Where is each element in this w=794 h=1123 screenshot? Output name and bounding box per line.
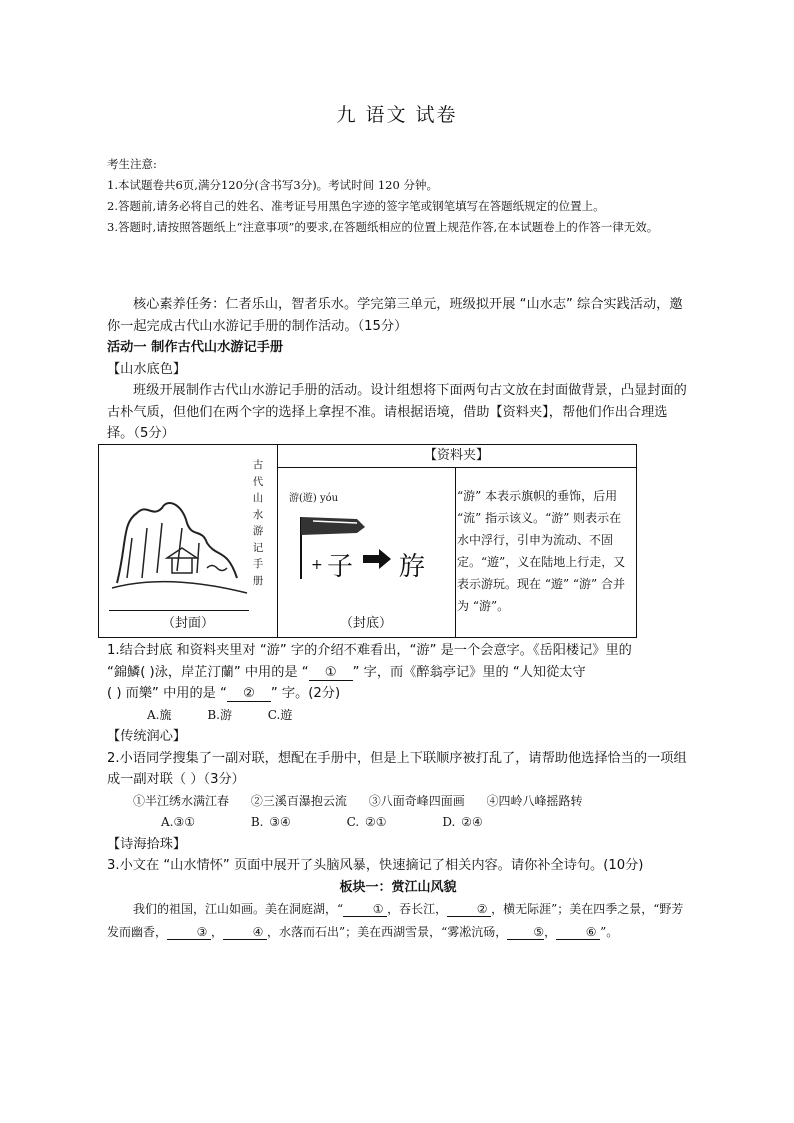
q1-option-c[interactable]: C.遊 [267,707,293,722]
activity-heading: 活动一 制作古代山水游记手册 [107,340,284,355]
intro-text: 核心素养任务：仁者乐山，智者乐水。学完第三单元，班级拟开展 “山水志” 综合实践活动，邀你一起完成古代山水游记手册的制作活动。（15分） [107,297,683,334]
main-content [107,294,689,445]
section-label-1: 【山水底色】 [107,361,187,377]
notice-item-2: 2.答题前,请务必将自己的姓名、准考证号用黑色字迹的签字笔或钢笔填写在答题纸规定的位置上。 [107,199,605,213]
q2-option-d[interactable]: D. ②④ [442,815,483,829]
q2-options [107,812,689,834]
q3-blank-4[interactable]: ④ [223,925,267,940]
page-title: 九 语文 试卷 [336,104,458,126]
q2-option-c[interactable]: C. ②① [346,815,387,829]
q3-text-c: ，横无际涯”；美在四季之景，“野芳发而幽香， [107,902,684,939]
q2-option-b[interactable]: B. ③④ [250,815,291,829]
couplet-3: ③八面奇峰四面画 [368,793,465,808]
q3-blank-2[interactable]: ② [447,902,491,917]
q1-option-b[interactable]: B.游 [207,707,232,722]
couplet-2: ②三溪百瀑抱云流 [250,793,347,808]
section1-text: 班级开展制作古代山水游记手册的活动。设计组想将下面两句古文放在封面做背景，凸显封面的古朴气质，但他们在两个字的选择上拿捏不准。请根据语境，借助【资料夹】，帮他们作出合理选择。（5分） [107,383,687,441]
notice-heading: 考生注意: [107,157,157,171]
svg-text:子: 子 [327,552,354,582]
q3-blank-6[interactable]: ⑥ [556,925,600,940]
q1-line3a: ( ) 而樂” 中用的是 “ [107,686,227,701]
q2-question: 2.小语同学搜集了一副对联，想配在手册中，但是上下联顺序被打乱了，请帮助他选择恰当的一项组成一副对联（ ）（3分） [107,750,687,787]
svg-text:+: + [311,557,323,573]
cover-panel [99,445,278,637]
notice-item-3: 3.答题时,请按照答题纸上“注意事项”的要求,在答题纸相应的位置上规范作答,在本试题卷上的作答一律无效。 [107,220,659,234]
board-title: 板块一：赏江山风貌 [339,879,457,895]
questions-content [107,640,689,944]
q1-line1: 1.结合封底 和资料夹里对 “游” 字的介绍不难看出，“游” 是一个会意字。《岳阳楼记》里的 [107,643,632,658]
q1-line2b: ” 字，而《醉翁亭记》里的 “人知從太守 [352,664,586,680]
folder-explanation: “游” 本表示旗帜的垂饰，后用 “流” 指示该义。“游” 则表示在水中浮行，引申为流动、不固定。“遊”，义在陆地上行走，又表示游玩。现在 “遊” “游” 合并为 “游”。 [457,489,626,613]
cover-caption: （封面） [161,616,214,631]
q1-line3b: ” 字。(2分) [270,686,341,701]
q3-passage [107,898,689,944]
q2-option-a[interactable]: A.③① [161,815,195,829]
q3-blank-1[interactable]: ① [343,902,387,917]
back-caption: （封底） [339,616,392,631]
q3-text-g: ”。 [600,925,619,939]
couplet-1: ①半江绣水满江春 [133,793,230,808]
q3-text-f: ， [544,925,557,939]
q2-couplets [107,791,689,813]
q1-line3 [107,683,689,705]
q3-text-b: ，吞长江， [387,902,448,916]
figure-box [98,444,637,638]
section-label-2: 【传统润心】 [107,729,187,744]
q1-option-a[interactable]: A.旒 [147,707,172,722]
q3-text-d: ， [211,925,224,939]
q3-question: 3.小文在 “山水情怀” 页面中展开了头脑风暴，快速摘记了相关内容。请你补全诗句。(10分) [107,858,644,873]
svg-text:斿: 斿 [399,552,426,582]
q3-blank-5[interactable]: ⑤ [507,925,544,940]
notice-block [107,154,687,238]
q3-blank-3[interactable]: ③ [167,925,211,940]
section-label-3: 【诗海拾珠】 [107,836,187,852]
q1-blank-1[interactable]: ① [309,666,353,681]
q1-blank-2[interactable]: ② [227,687,271,702]
q1-line2a: “錦鱗( )泳，岸芷汀蘭” 中用的是 “ [107,664,309,680]
q1-line2 [107,662,689,684]
flag-character-illustration [287,509,447,589]
back-cover-panel [277,467,456,637]
vertical-title: 古代山水游记手册 [252,459,264,587]
char-label: 游(遊) yóu [289,493,339,504]
q1-options [107,705,689,727]
q3-text-e: ，水落而石出”；美在西湖雪景，“雾凇沆砀， [267,925,508,939]
folder-label: 【资料夹】 [277,445,636,468]
notice-item-1: 1.本试题卷共6页,满分120分(含书写3分)。考试时间 120 分钟。 [107,178,438,192]
landscape-illustration [107,483,257,603]
couplet-4: ④四岭八峰摇路转 [486,793,583,808]
q3-text-a: 我们的祖国，江山如画。美在洞庭湖，“ [133,902,344,916]
